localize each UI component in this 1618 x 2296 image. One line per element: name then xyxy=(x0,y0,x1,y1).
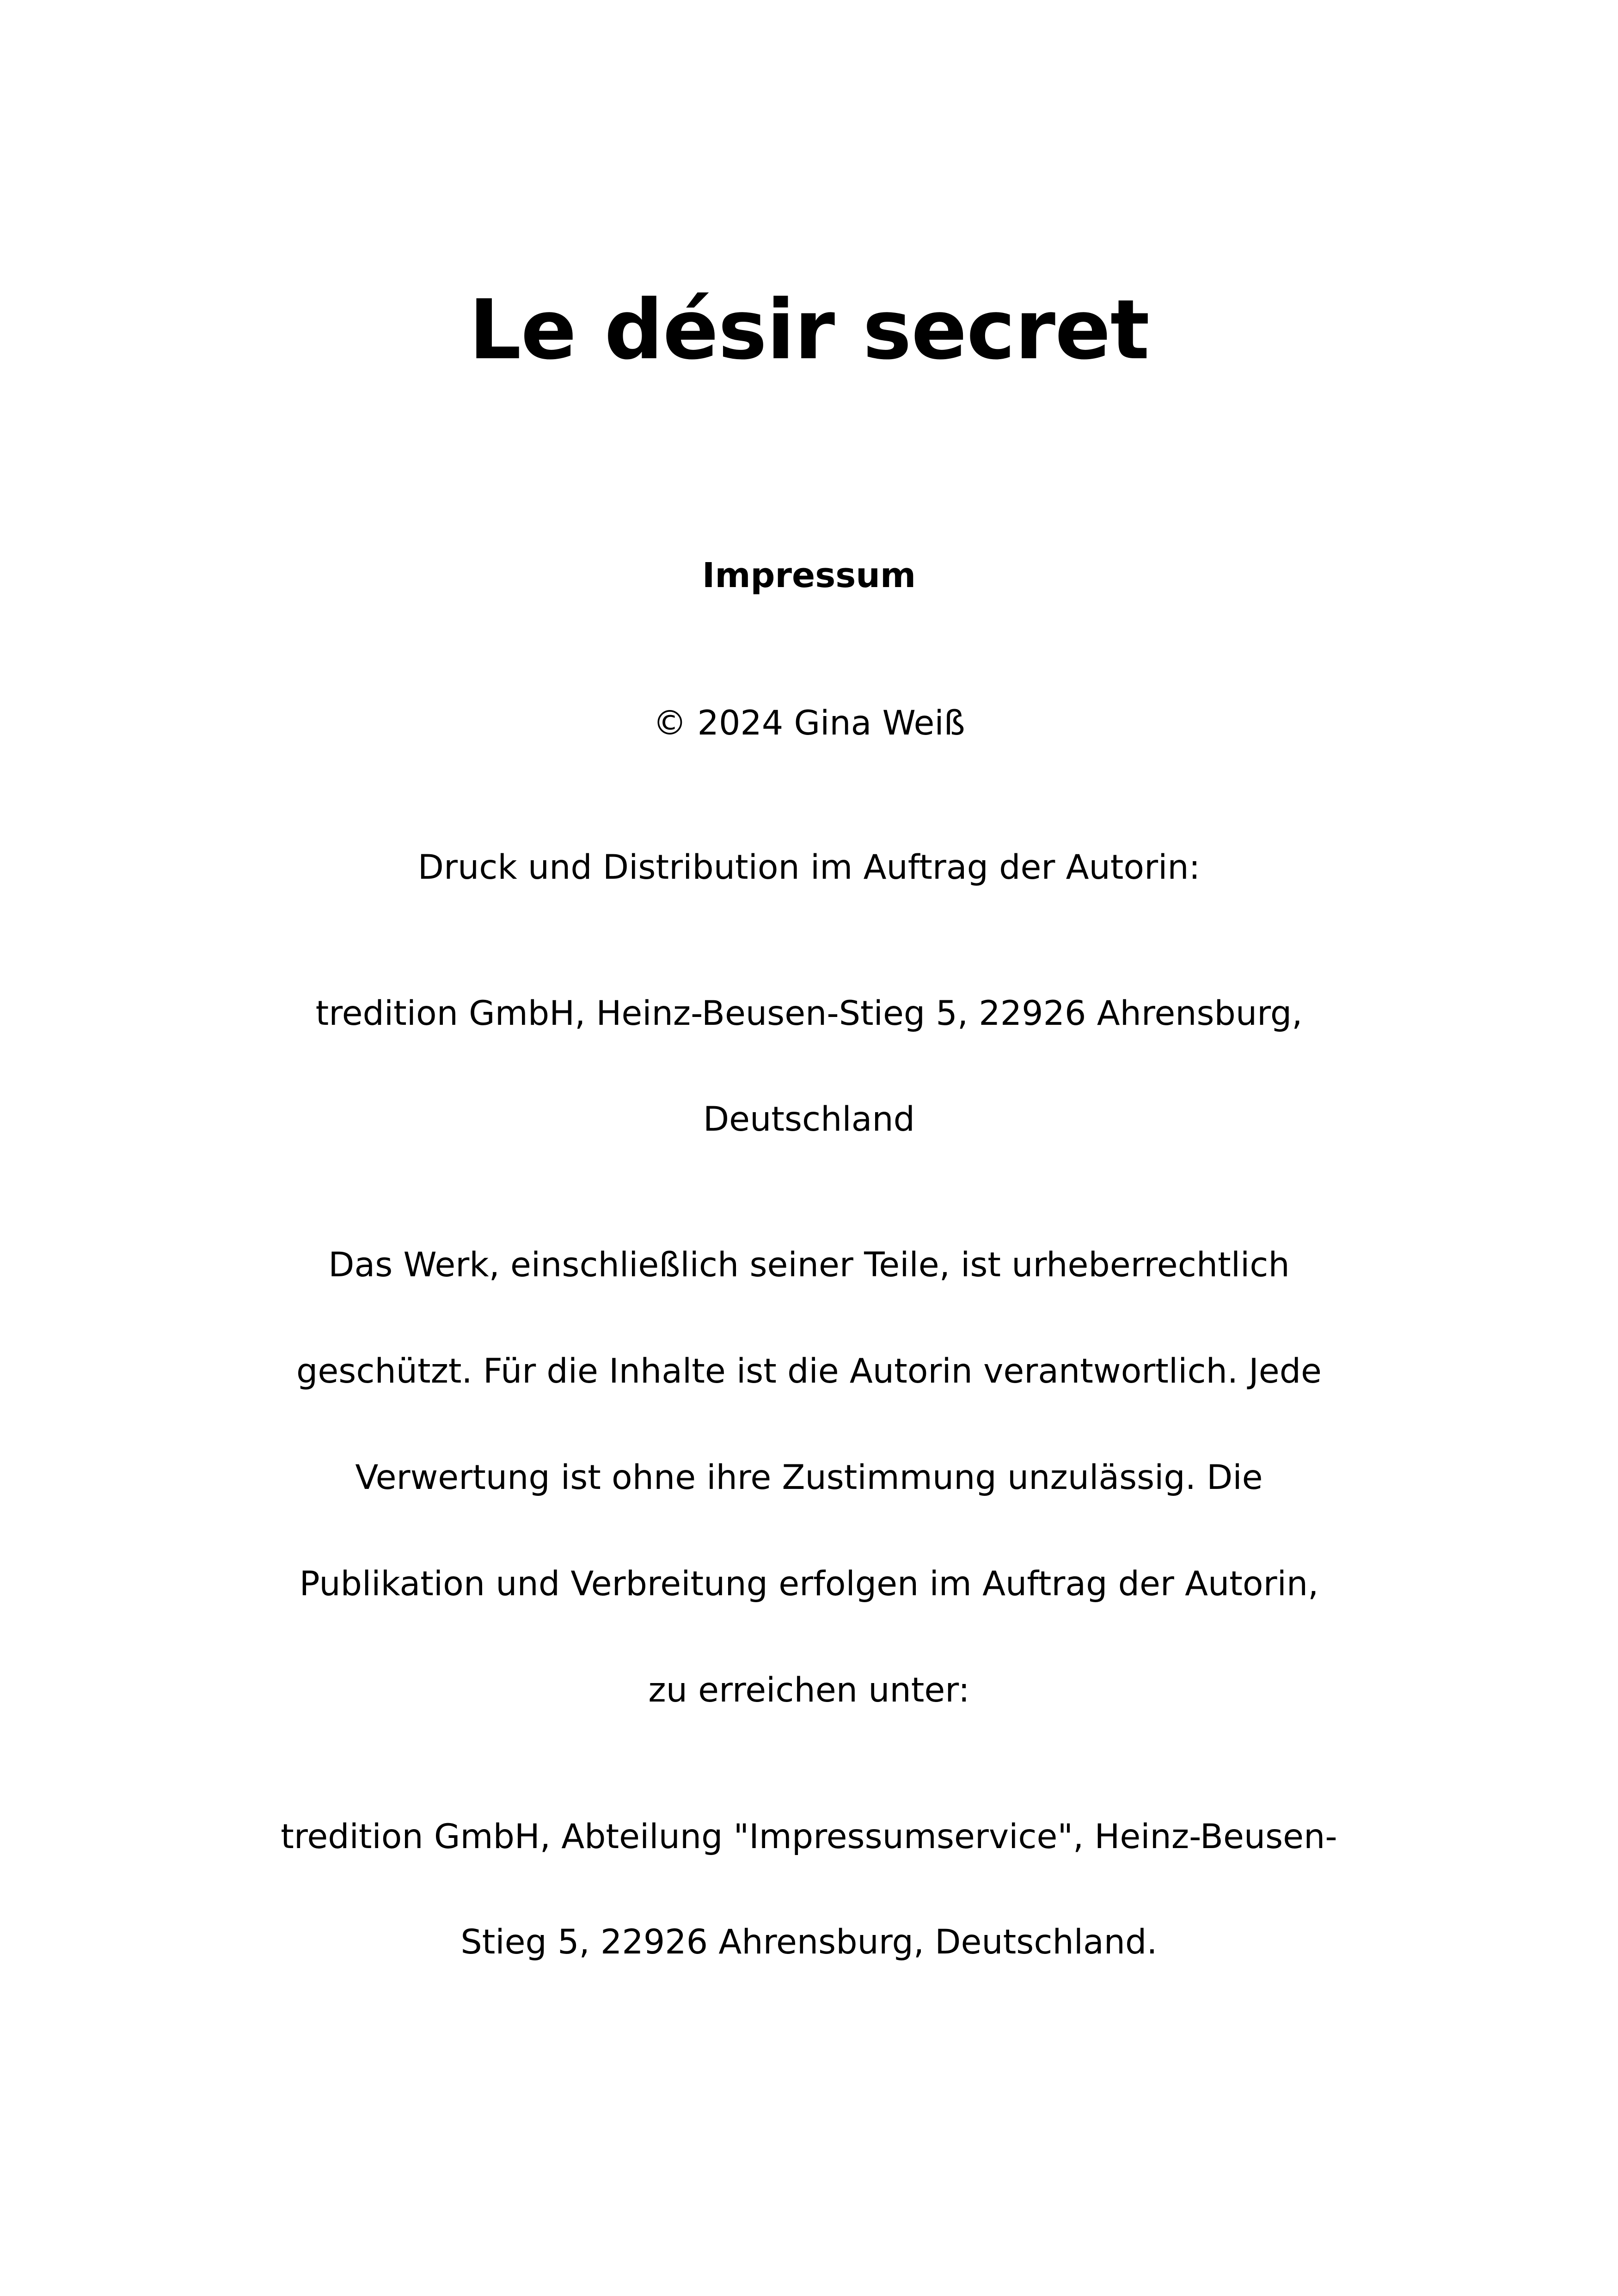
publisher-address-line-1: tredition GmbH, Heinz-Beusen-Stieg 5, 22926 Ahrensburg, xyxy=(315,994,1303,1033)
rights-paragraph-line-4: Publikation und Verbreitung erfolgen im Auftrag der Autorin, xyxy=(299,1564,1319,1604)
rights-paragraph-line-5: zu erreichen unter: xyxy=(648,1671,970,1710)
book-title: Le désir secret xyxy=(469,282,1149,378)
impressum-service-line-1: tredition GmbH, Abteilung "Impressumservice", Heinz-Beusen- xyxy=(281,1817,1337,1856)
publisher-address-line-2: Deutschland xyxy=(703,1100,915,1139)
rights-paragraph-line-2: geschützt. Für die Inhalte ist die Autorin verantwortlich. Jede xyxy=(296,1352,1322,1391)
rights-paragraph-line-3: Verwertung ist ohne ihre Zustimmung unzulässig. Die xyxy=(355,1458,1263,1497)
impressum-service-line-2: Stieg 5, 22926 Ahrensburg, Deutschland. xyxy=(460,1923,1158,1962)
rights-paragraph-line-1: Das Werk, einschließlich seiner Teile, ist urheberrechtlich xyxy=(328,1245,1290,1285)
distribution-line: Druck und Distribution im Auftrag der Autorin: xyxy=(417,848,1201,887)
copyright-line: © 2024 Gina Weiß xyxy=(653,704,965,743)
impressum-heading: Impressum xyxy=(702,556,916,595)
